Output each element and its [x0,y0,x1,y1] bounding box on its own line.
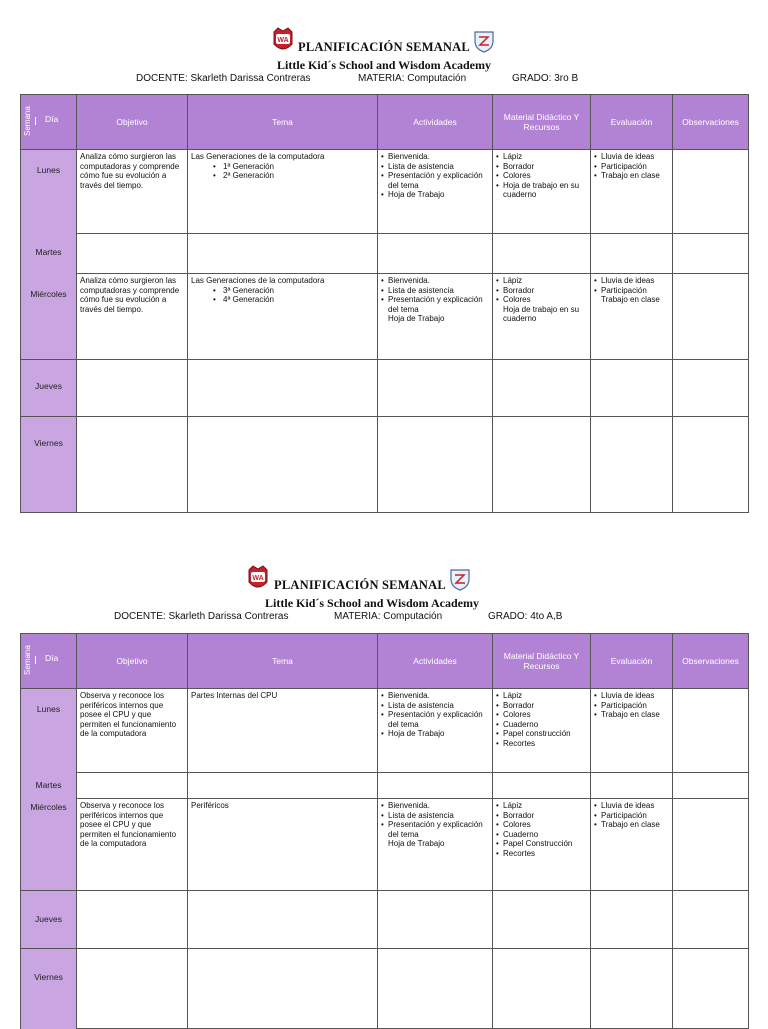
svg-text:WA: WA [252,575,264,582]
list-item: • Lista de asistencia [388,286,489,296]
list-item: • Lápiz [503,152,587,162]
evaluacion-header: Evaluación [591,634,673,689]
list-item: • Cuaderno [503,830,587,840]
table-row [21,949,749,1029]
list-item: • Presentación y explicación del tema [388,820,489,839]
actividades-cell [378,689,493,773]
evaluacion-header: Evaluación [591,95,673,150]
actividades-header: Actividades [378,634,493,689]
list-item: • Borrador [503,286,587,296]
list-item: • Papel Construcción [503,839,587,849]
shield-logo-icon [473,29,495,53]
material-cell [493,799,591,891]
table-row [21,360,749,417]
observaciones-header: Observaciones [673,634,749,689]
list-item: • Participación [601,811,669,821]
list-item: • Participación [601,701,669,711]
plan-table [20,633,749,1029]
list-item: • Participación [601,286,669,296]
docente-label: DOCENTE: Skarleth Darissa Contreras [114,611,289,622]
observaciones-cell [673,274,749,360]
evaluacion-cell [591,150,673,234]
day-martes: Martes [21,773,77,799]
list-item: • Bienvenida. [388,276,489,286]
school-name: Little Kid´s School and Wisdom Academy [277,58,491,72]
table-row [21,274,749,360]
grado-label: GRADO: 4to A,B [488,611,563,622]
weekly-plan-1 [0,22,768,448]
plan-title: PLANIFICACIÓN SEMANAL [274,578,446,592]
list-item: • Hoja de trabajo en su cuaderno [503,181,587,200]
material-header: Material Didáctico Y Recursos [493,634,591,689]
materia-label: MATERIA: Computación [358,73,467,84]
list-item: • Trabajo en clase [601,820,669,830]
table-header-row [21,95,749,150]
semana-dia-header [21,634,77,689]
actividades-header: Actividades [378,95,493,150]
day-miercoles: Miércoles [21,799,77,891]
semana-header: Semana [23,106,32,136]
school-logo-icon [272,26,294,54]
svg-text:WA: WA [277,37,289,44]
list-item: • Presentación y explicación del tema [388,171,489,190]
list-item: • Lluvia de ideas [601,691,669,701]
list-item: • Borrador [503,701,587,711]
plan-header [0,560,768,635]
actividades-cell [378,150,493,234]
objetivo-header: Objetivo [77,634,188,689]
list-item: • Recortes [503,739,587,749]
list-item: • Colores [503,171,587,181]
dia-header: Día [45,653,59,663]
list-item: • Hoja de Trabajo [388,190,489,200]
list-item: • Bienvenida. [388,152,489,162]
list-item: • Recortes [503,849,587,859]
list-item: • Trabajo en clase [601,710,669,720]
plan-info [0,73,768,87]
table-row [21,799,749,891]
list-item: Trabajo en clase [601,295,660,304]
list-item: • Colores [503,295,587,305]
tema-header: Tema [188,95,378,150]
observaciones-header: Observaciones [673,95,749,150]
evaluacion-cell [591,689,673,773]
tema-cell: Partes Internas del CPU [188,689,378,773]
list-item: • Papel construcción [503,729,587,739]
objetivo-cell: Observa y reconoce los periféricos internos que posee el CPU y que permiten el funcionamiento de la computadora [77,689,188,773]
plan-info [0,611,768,625]
day-viernes: Viernes [21,417,77,513]
list-item: Hoja de trabajo en su cuaderno [503,304,580,323]
list-item: • Lápiz [503,801,587,811]
actividades-cell [378,274,493,360]
list-item: Hoja de Trabajo [388,314,445,323]
day-lunes: Lunes [21,150,77,234]
day-martes: Martes [21,234,77,274]
evaluacion-cell [591,274,673,360]
observaciones-cell [673,799,749,891]
day-miercoles: Miércoles [21,274,77,360]
list-item: • 1ª Generación [223,162,374,172]
list-item: • Trabajo en clase [601,171,669,181]
list-item: • Borrador [503,811,587,821]
list-item: Hoja de Trabajo [388,839,445,848]
table-row [21,891,749,949]
plan-table [20,94,749,513]
plan-header [0,22,768,97]
plan-title: PLANIFICACIÓN SEMANAL [298,40,470,54]
docente-label: DOCENTE: Skarleth Darissa Contreras [136,73,311,84]
list-item: • Lista de asistencia [388,811,489,821]
table-row [21,234,749,274]
list-item: • Lápiz [503,276,587,286]
list-item: • Presentación y explicación del tema [388,710,489,729]
school-logo-icon [247,564,269,592]
materia-label: MATERIA: Computación [334,611,443,622]
material-cell [493,689,591,773]
dia-header: Día [45,114,59,124]
list-item: • Bienvenida. [388,801,489,811]
list-item: • 3ª Generación [223,286,374,296]
day-jueves: Jueves [21,891,77,949]
table-row [21,773,749,799]
list-item: • Participación [601,162,669,172]
shield-logo-icon [449,567,471,591]
material-header: Material Didáctico Y Recursos [493,95,591,150]
list-item: • Lluvia de ideas [601,276,669,286]
grado-label: GRADO: 3ro B [512,73,579,84]
table-row [21,689,749,773]
observaciones-cell [673,150,749,234]
list-item: • Lápiz [503,691,587,701]
day-viernes: Viernes [21,949,77,1029]
table-header-row [21,634,749,689]
evaluacion-cell [591,799,673,891]
list-item: • Lista de asistencia [388,701,489,711]
list-item: • Colores [503,820,587,830]
list-item: • Hoja de Trabajo [388,729,489,739]
semana-dia-header [21,95,77,150]
list-item: • Lluvia de ideas [601,801,669,811]
material-cell [493,274,591,360]
tema-cell: Las Generaciones de la computadora • 1ª Generación • 2ª Generación [188,150,378,234]
material-cell [493,150,591,234]
objetivo-header: Objetivo [77,95,188,150]
list-item: • 2ª Generación [223,171,374,181]
observaciones-cell [673,689,749,773]
list-item: • Colores [503,710,587,720]
day-jueves: Jueves [21,360,77,417]
school-name: Little Kid´s School and Wisdom Academy [265,596,479,610]
list-item: • Lluvia de ideas [601,152,669,162]
semana-header: Semana [23,645,32,675]
tema-header: Tema [188,634,378,689]
list-item: • Presentación y explicación del tema [388,295,489,314]
tema-cell: Periféricos [188,799,378,891]
list-item: • Lista de asistencia [388,162,489,172]
tema-cell: Las Generaciones de la computadora • 3ª Generación • 4ª Generación [188,274,378,360]
list-item: • Cuaderno [503,720,587,730]
list-item: • Bienvenida. [388,691,489,701]
objetivo-cell: Analiza cómo surgieron las computadoras y comprende cómo fue su evolución a través del tiempo. [77,150,188,234]
day-lunes: Lunes [21,689,77,773]
weekly-plan-2 [0,560,768,982]
objetivo-cell: Analiza cómo surgieron las computadoras y comprende cómo fue su evolución a través del tiempo. [77,274,188,360]
actividades-cell [378,799,493,891]
list-item: • 4ª Generación [223,295,374,305]
list-item: • Borrador [503,162,587,172]
table-row [21,150,749,234]
table-row [21,417,749,513]
objetivo-cell: Observa y reconoce los periféricos internos que posee el CPU y que permiten el funcionamiento de la computadora [77,799,188,891]
